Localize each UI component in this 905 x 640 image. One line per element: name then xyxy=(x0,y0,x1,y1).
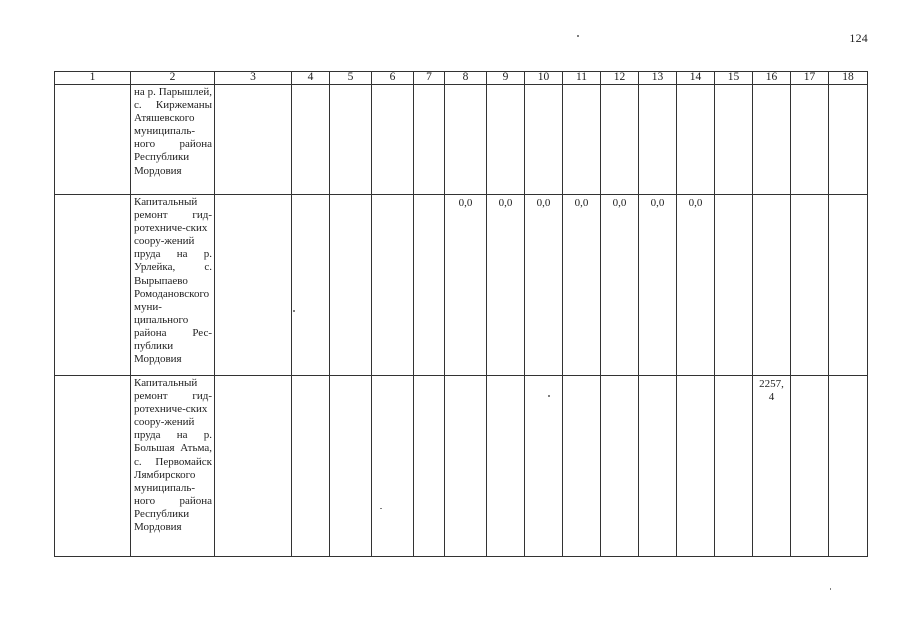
table-cell xyxy=(677,376,715,557)
table-cell: 0,0 xyxy=(487,195,525,376)
table-cell xyxy=(55,376,131,557)
table-cell: 2257,4 xyxy=(753,376,791,557)
table-cell xyxy=(677,85,715,195)
table-cell xyxy=(791,195,829,376)
table-cell xyxy=(753,85,791,195)
column-header: 16 xyxy=(753,72,791,85)
table-cell xyxy=(445,85,487,195)
column-header: 2 xyxy=(131,72,215,85)
table-cell xyxy=(639,85,677,195)
table-cell xyxy=(215,85,292,195)
table-cell xyxy=(601,85,639,195)
table-cell xyxy=(487,85,525,195)
row-description: Капитальный ремонт гид-ротехниче-ских соору-жений пруда на р. Большая Атьма, с. Первомайск Лямбирского муниципаль-ного района Республики Мордовия xyxy=(131,376,215,557)
table-cell xyxy=(829,85,868,195)
table-cell xyxy=(215,195,292,376)
table-cell xyxy=(445,376,487,557)
column-header: 13 xyxy=(639,72,677,85)
table-cell xyxy=(525,376,563,557)
column-header: 3 xyxy=(215,72,292,85)
table-cell xyxy=(55,85,131,195)
table-row xyxy=(55,85,868,195)
column-header: 7 xyxy=(414,72,445,85)
column-header: 4 xyxy=(292,72,330,85)
table-cell xyxy=(791,376,829,557)
scan-speck xyxy=(577,35,579,37)
table-cell: 0,0 xyxy=(677,195,715,376)
table-cell xyxy=(372,376,414,557)
table-cell xyxy=(829,376,868,557)
scan-speck xyxy=(548,395,550,397)
scan-speck xyxy=(830,588,831,590)
scan-speck xyxy=(293,310,295,312)
table-cell xyxy=(55,195,131,376)
column-header: 10 xyxy=(525,72,563,85)
table-cell xyxy=(292,195,330,376)
column-header: 8 xyxy=(445,72,487,85)
column-header: 14 xyxy=(677,72,715,85)
page-number: 124 xyxy=(849,31,868,45)
table-row xyxy=(55,376,868,557)
column-header: 17 xyxy=(791,72,829,85)
table-cell xyxy=(292,85,330,195)
row-description: на р. Парышлей, с. Киржеманы Атяшевского муниципаль-ного района Республики Мордовия xyxy=(131,85,215,195)
table-cell: 0,0 xyxy=(639,195,677,376)
table-cell xyxy=(715,376,753,557)
column-header: 11 xyxy=(563,72,601,85)
table-cell xyxy=(372,85,414,195)
column-header: 5 xyxy=(330,72,372,85)
table-cell xyxy=(525,85,563,195)
table-cell: 0,0 xyxy=(525,195,563,376)
table-cell xyxy=(292,376,330,557)
table-cell xyxy=(330,195,372,376)
column-header: 6 xyxy=(372,72,414,85)
table-cell xyxy=(753,195,791,376)
table-cell xyxy=(330,376,372,557)
table-cell xyxy=(215,376,292,557)
table-cell: 0,0 xyxy=(601,195,639,376)
table-cell xyxy=(414,85,445,195)
row-description: Капитальный ремонт гид-ротехниче-ских соору-жений пруда на р. Урлейка, с. Вырыпаево Ромодановского муни-ципального района Рес-публики Мордовия xyxy=(131,195,215,376)
table-cell xyxy=(414,195,445,376)
table-cell xyxy=(330,85,372,195)
table-cell xyxy=(414,376,445,557)
table-cell xyxy=(639,376,677,557)
table-cell xyxy=(372,195,414,376)
column-header: 12 xyxy=(601,72,639,85)
table-cell xyxy=(563,85,601,195)
column-header: 15 xyxy=(715,72,753,85)
table-cell xyxy=(601,376,639,557)
column-header: 1 xyxy=(55,72,131,85)
table-cell: 0,0 xyxy=(563,195,601,376)
table-row xyxy=(55,195,868,376)
table-cell xyxy=(563,376,601,557)
table-cell xyxy=(487,376,525,557)
table-header-row xyxy=(55,72,868,85)
table-cell: 0,0 xyxy=(445,195,487,376)
data-table xyxy=(54,71,868,557)
table-cell xyxy=(715,85,753,195)
table-cell xyxy=(715,195,753,376)
scan-speck xyxy=(380,508,382,509)
table-cell xyxy=(829,195,868,376)
column-header: 18 xyxy=(829,72,868,85)
table-cell xyxy=(791,85,829,195)
column-header: 9 xyxy=(487,72,525,85)
